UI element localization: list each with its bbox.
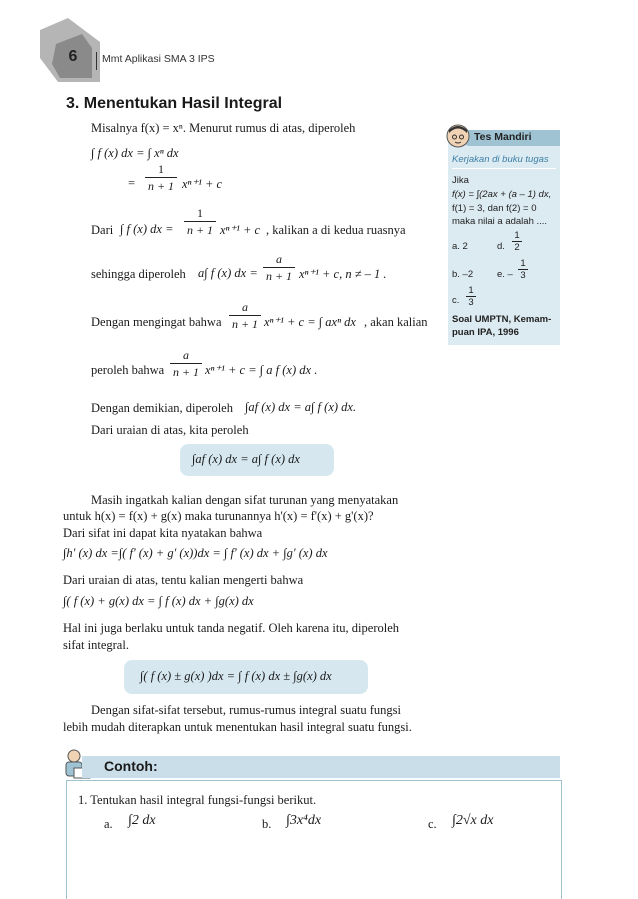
example-c-label: c.	[428, 817, 437, 831]
example-b-expr: ∫3x⁴dx	[286, 813, 322, 828]
para-line-5: Hal ini juga berlaku untuk tanda negatif. Oleh karena itu, diperoleh	[63, 621, 399, 635]
para-line-3: Dari sifat ini dapat kita nyatakan bahwa	[63, 526, 263, 540]
page-number: 6	[68, 48, 78, 65]
example-b-label: b.	[262, 817, 272, 831]
tes-mandiri-title: Tes Mandiri	[474, 131, 532, 143]
peroleh-rhs: xⁿ⁺¹ + c = ∫ a f (x) dx .	[205, 363, 318, 377]
mengingat-fraction: a n + 1	[229, 300, 261, 331]
para-line-1: Masih ingatkah kalian dengan sifat turunan yang menyatakan	[91, 493, 399, 507]
intro-line: Misalnya f(x) = xⁿ. Menurut rumus di atas, diperoleh	[91, 121, 356, 135]
sehingga-fraction: a n + 1	[263, 252, 295, 283]
header-divider	[96, 52, 97, 70]
example-c-expr: ∫2√x dx	[452, 813, 494, 828]
tes-mandiri-divider	[452, 168, 556, 169]
option-a: a. 2	[452, 241, 468, 252]
question-line-4: maka nilai a adalah ....	[452, 216, 548, 227]
student-icon	[446, 124, 470, 148]
para-line-4: Dari uraian di atas, tentu kalian mengerti bahwa	[63, 573, 304, 587]
example-a-label: a.	[104, 817, 113, 831]
property-box-2-text: ∫( f (x) ± g(x) )dx = ∫ f (x) dx ± ∫g(x) dx	[140, 669, 332, 683]
mengingat-label: Dengan mengingat bahwa	[91, 315, 222, 329]
option-c-fraction: 1 3	[466, 285, 476, 308]
eq2-equals: =	[128, 176, 136, 190]
source-line-2: puan IPA, 1996	[452, 327, 519, 338]
dari-label: Dari	[91, 223, 114, 237]
option-d: d.	[497, 241, 505, 252]
uraian-line: Dari uraian di atas, kita peroleh	[91, 423, 249, 437]
example-a-expr: ∫2 dx	[128, 813, 156, 828]
option-c: c.	[452, 295, 460, 306]
demikian-label: Dengan demikian, diperoleh	[91, 401, 233, 415]
demikian-eq: ∫af (x) dx = a∫ f (x) dx.	[245, 400, 357, 414]
example-item-1: 1. Tentukan hasil integral fungsi-fungsi berikut.	[78, 793, 317, 807]
book-title: Mmt Aplikasi SMA 3 IPS	[102, 53, 215, 65]
sehingga-lhs: a∫ f (x) dx =	[198, 266, 258, 280]
eq1: ∫ f (x) dx = ∫ xⁿ dx	[91, 146, 179, 160]
dari-tail: , kalikan a di kedua ruasnya	[266, 223, 406, 237]
sehingga-rhs: xⁿ⁺¹ + c, n ≠ – 1 .	[299, 267, 387, 281]
peroleh-fraction: a n + 1	[170, 348, 202, 379]
tes-mandiri-subtitle: Kerjakan di buku tugas	[452, 154, 549, 165]
para-line-8: lebih mudah diterapkan untuk menentukan hasil integral suatu fungsi.	[63, 720, 412, 734]
option-b: b. –2	[452, 269, 474, 280]
question-line-3: f(1) = 3, dan f(2) = 0	[452, 203, 537, 214]
eq2-fraction: 1 n + 1	[145, 162, 177, 193]
peroleh-label: peroleh bahwa	[91, 363, 165, 377]
option-e-fraction: 1 3	[518, 258, 528, 281]
option-e: e. –	[497, 269, 513, 280]
option-d-fraction: 1 2	[512, 230, 522, 253]
dari-lhs: ∫ f (x) dx =	[120, 222, 174, 236]
eq-h-derivative: ∫h' (x) dx =∫( f' (x) + g' (x))dx = ∫ f' (x) dx + ∫g' (x) dx	[63, 546, 328, 560]
dari-rhs: xⁿ⁺¹ + c	[220, 223, 261, 237]
source-line-1: Soal UMPTN, Kemam-	[452, 314, 552, 325]
para-line-6: sifat integral.	[63, 638, 129, 652]
question-line-2: f(x) = ∫(2ax + (a – 1) dx,	[452, 189, 552, 200]
dari-fraction: 1 n + 1	[184, 206, 216, 237]
para-line-7: Dengan sifat-sifat tersebut, rumus-rumus integral suatu fungsi	[91, 703, 401, 717]
eq2-rhs: xⁿ⁺¹ + c	[182, 177, 223, 191]
para-line-2: untuk h(x) = f(x) + g(x) maka turunannya h'(x) = f'(x) + g'(x)?	[63, 509, 374, 523]
contoh-title: Contoh:	[104, 758, 158, 774]
mengingat-rhs: xⁿ⁺¹ + c = ∫ axⁿ dx	[264, 315, 356, 329]
section-title: 3. Menentukan Hasil Integral	[66, 95, 283, 112]
question-line-1: Jika	[452, 175, 469, 186]
property-box-1-text: ∫af (x) dx = a∫ f (x) dx	[192, 452, 300, 466]
eq-fg-sum: ∫( f (x) + g(x) dx = ∫ f (x) dx + ∫g(x) dx	[63, 594, 254, 608]
mengingat-tail: , akan kalian	[364, 315, 428, 329]
sehingga-label: sehingga diperoleh	[91, 267, 186, 281]
